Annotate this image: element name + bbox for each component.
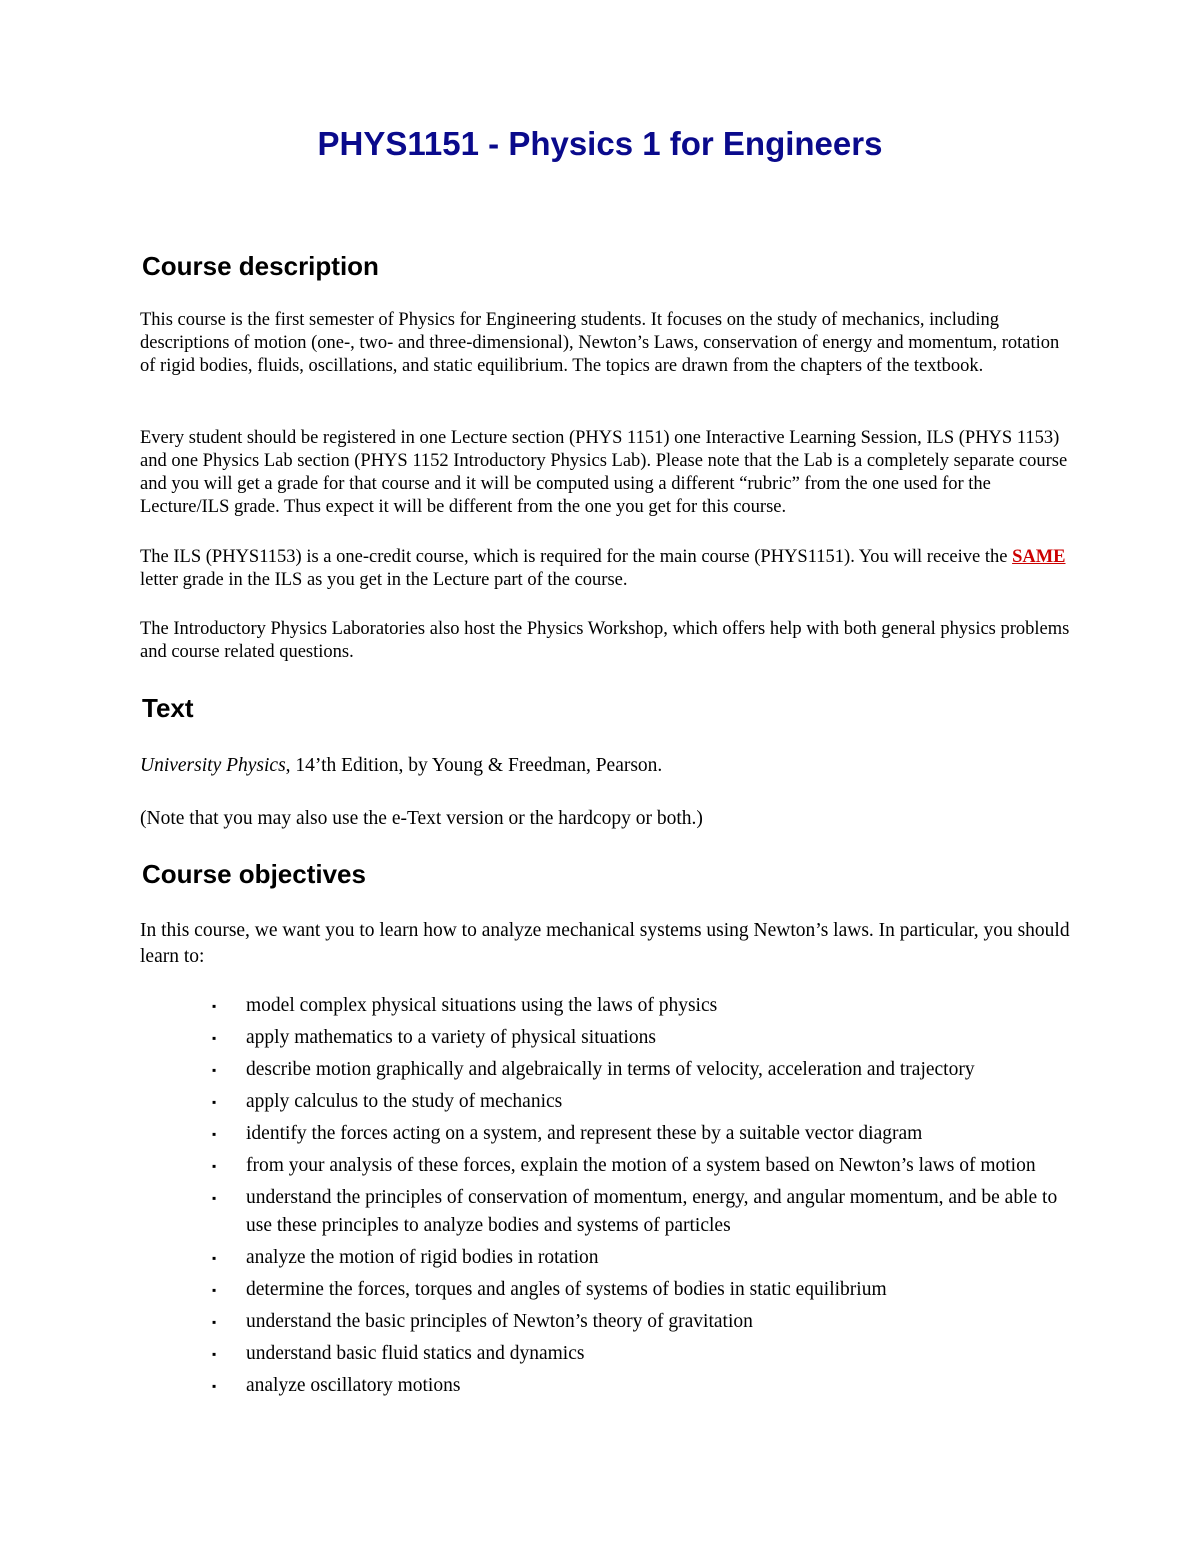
objective-text: apply calculus to the study of mechanics (246, 1091, 563, 1112)
objective-text: identify the forces acting on a system, and represent these by a suitable vector diagram (246, 1123, 923, 1144)
square-bullet-icon: ▪ (212, 1191, 217, 1205)
objective-text: understand the basic principles of Newton’s theory of gravitation (246, 1311, 753, 1332)
square-bullet-icon: ▪ (212, 1063, 217, 1077)
square-bullet-icon: ▪ (212, 1127, 217, 1141)
objective-text: understand basic fluid statics and dynamics (246, 1343, 585, 1364)
text-heading: Text (142, 693, 194, 723)
course-description-paragraph-2: Every student should be registered in one Lecture section (PHYS 1151) one Interactive Learning Session, ILS (PHYS 1153) and one Physics Lab section (PHYS 1152 Introductory Physics Lab). Please note that the Lab is a completely separate course and you will get a grade for that course and it will be computed using a different “rubric” from the one used for the Lecture/ILS grade. Thus expect it will be different from the one you get for this course. (140, 428, 1068, 517)
objective-text: model complex physical situations using the laws of physics (246, 995, 718, 1016)
objective-item (212, 1308, 1072, 1336)
objective-item (212, 1024, 1072, 1052)
objective-item (212, 1088, 1072, 1116)
objective-item (212, 1340, 1072, 1368)
course-description-heading: Course description (142, 251, 379, 281)
objective-text: analyze oscillatory motions (246, 1375, 461, 1396)
course-description-paragraph-3 (140, 546, 1070, 592)
square-bullet-icon: ▪ (212, 1379, 217, 1393)
course-description-paragraph-1: This course is the first semester of Physics for Engineering students. It focuses on the study of mechanics, including descriptions of motion (one-, two- and three-dimensional), Newton’s Laws, conservation of energy and momentum, rotation of rigid bodies, fluids, oscillations, and static equilibrium. The topics are drawn from the chapters of the textbook. (140, 310, 1060, 376)
objective-item (212, 1120, 1072, 1148)
textbook-note: (Note that you may also use the e-Text version or the hardcopy or both.) (140, 808, 703, 829)
objective-text: describe motion graphically and algebraically in terms of velocity, acceleration and trajectory (246, 1059, 975, 1080)
objective-item (212, 1276, 1072, 1304)
objective-text: analyze the motion of rigid bodies in rotation (246, 1247, 599, 1268)
course-objectives-heading: Course objectives (142, 859, 366, 889)
square-bullet-icon: ▪ (212, 1283, 217, 1297)
textbook-title: University Physics (140, 755, 286, 776)
objectives-intro: In this course, we want you to learn how to analyze mechanical systems using Newton’s laws. In particular, you should learn to: (140, 920, 1070, 967)
objectives-list (212, 992, 1072, 1404)
ils-text-after: letter grade in the ILS as you get in the Lecture part of the course. (140, 570, 628, 590)
square-bullet-icon: ▪ (212, 999, 217, 1013)
square-bullet-icon: ▪ (212, 1347, 217, 1361)
textbook-citation (140, 753, 1080, 779)
objective-text: understand the principles of conservation of momentum, energy, and angular momentum, and be able to use these principles to analyze bodies and systems of particles (246, 1187, 1058, 1236)
objective-text: apply mathematics to a variety of physical situations (246, 1027, 656, 1048)
square-bullet-icon: ▪ (212, 1095, 217, 1109)
ils-text-before: The ILS (PHYS1153) is a one-credit course, which is required for the main course (PHYS1151). You will receive the (140, 547, 1013, 567)
objective-item (212, 1244, 1072, 1272)
objective-text: determine the forces, torques and angles of systems of bodies in static equilibrium (246, 1279, 887, 1300)
objective-item (212, 1056, 1072, 1084)
square-bullet-icon: ▪ (212, 1031, 217, 1045)
square-bullet-icon: ▪ (212, 1315, 217, 1329)
objective-text: from your analysis of these forces, explain the motion of a system based on Newton’s laws of motion (246, 1155, 1036, 1176)
objective-item (212, 1184, 1072, 1240)
course-description-paragraph-4: The Introductory Physics Laboratories also host the Physics Workshop, which offers help with both general physics problems and course related questions. (140, 619, 1070, 662)
objective-item (212, 1372, 1072, 1400)
objective-item (212, 992, 1072, 1020)
textbook-details: , 14’th Edition, by Young & Freedman, Pearson. (285, 755, 663, 776)
objective-item (212, 1152, 1072, 1180)
square-bullet-icon: ▪ (212, 1159, 217, 1173)
square-bullet-icon: ▪ (212, 1251, 217, 1265)
page-title: PHYS1151 - Physics 1 for Engineers (317, 125, 883, 162)
same-emphasis: SAME (1012, 547, 1066, 567)
